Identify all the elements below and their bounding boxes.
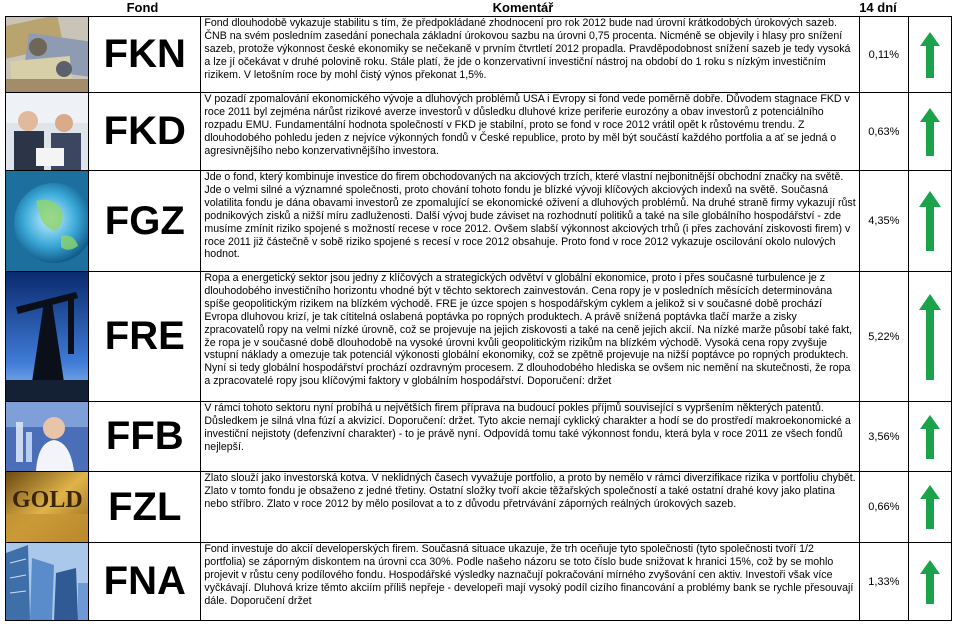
fund-code: FZL (89, 472, 201, 543)
header-period: 14 dní (859, 0, 897, 15)
row-image-cell (6, 472, 89, 543)
fund-performance: 0,63% (859, 93, 908, 171)
arrow-up-icon (919, 191, 941, 251)
fund-comment: Zlato slouží jako investorská kotva. V neklidných časech vyvažuje portfolio, a proto by nemělo v rámci diverzifikace rizika v portfoliu chybět. Zlato v tomto fondu je obsaženo z jedné třetiny. Ostatní složky tvoří akcie těžařských společností a také ostatní drahé kovy jako platina nebo stříbro. Zlato v roce 2012 by mělo posilovat a to z důvodu přetrvávání záporných reálných úrokových sazeb. (201, 472, 859, 543)
fund-comment: Ropa a energetický sektor jsou jedny z klíčových a strategických odvětví v globální ekonomice, proto i přes současné turbulence je z dlouhodobého investičního horizontu vhodné být v těchto sektorech zainvestován. Cena ropy je v posledních měsících determinována spíše geopolitickým rizikem na blízkém východě. FRE je úzce spojen s hospodářským cyklem a jelikož si v současné době prochází Evropa dluhovou krizí, je tak cítitelná oslabená poptávka po ropných produktech. A právě snížená poptávka tlačí marže a zisky zpracovatelů ropy na velmi nízké úrovně, což se projevuje na jejich ziskovosti a také na ceně jejich akcií. Na nízké marže působí také fakt, že ropa je v současné době dlouhodobě na vysoké úrovni kvůli geopolitickým rizikům na blízkém východě. Vysoká cena ropy zvyšuje vstupní náklady a omezuje tak potenciál výkonosti globální ekonomiky, což se zpětně projevuje na nižší poptávce po ropných produktech. Nyní si tedy globální hospodářství prochází ozdravným procesem. Z dlouhodobého hlediska se ovšem nic nemění na skutečnosti, že ropa a zpracovatelé ropy jsou klíčovými faktory v globálním hospodářství. Doporučení: držet (201, 272, 859, 402)
fund-code: FRE (89, 272, 201, 402)
fund-comment: Jde o fond, který kombinuje investice do firem obchodovaných na akciových trzích, které vlastní nejbonitnější obchodní značky na světě. Jde o velmi silné a významné společnosti, proto chování tohoto fondu je blízké vývoji klíčových akciových indexů na světě. Současná volatilita fondu je dána obavami investorů ze zpomalující se ekonomické oživení a dluhových problémů. Na druhé straně firmy vykazují růst podnikových zisků a nižší míru zadluženosti. Další vývoj bude záviset na rozhodnutí politiků a také na síle globálního hospodářství - zde musíme zmínit riziko spojené s možností recese v roce 2012. Ovšem slabší výkonnost akciových trhů (i přes zachování ziskovosti firem) v roce 2011 již částečně v sobě riziko spojené s recesí v roce 2012 obsahuje. Proto fond v roce 2012 vykazuje oscilování okolo nulových hodnot. (201, 171, 859, 272)
fund-comment: V pozadí zpomalování ekonomického vývoje a dluhových problémů USA i Evropy si fond vede poměrně dobře. Důvodem stagnace FKD v roce 2011 byl zejména nárůst rizikové averze investorů v důsledku dluhové krize periferie eurozóny a obav investorů z potenciálního rozpadu EMU. Fundamentální hodnota společností v FKD je stabilní, proto se fond v roce 2012 vrátil opět k růstovému trendu. Z dlouhodobého pohledu jeden z nejvíce výkonných fondů v České republice, proto by měl být součástí každého portfolia a ať se jedná o agresivnějšího nebo konzervativnějšího investora. (201, 93, 859, 171)
table-row (6, 543, 952, 621)
row-image-cell (6, 402, 89, 472)
globe-image (6, 171, 88, 271)
trend-cell (908, 171, 951, 272)
fund-code: FNA (89, 543, 201, 621)
oil-pump-image (6, 272, 88, 401)
row-image-cell (6, 17, 89, 93)
arrow-up-icon (920, 108, 940, 156)
row-image-cell (6, 272, 89, 402)
trend-cell (908, 543, 951, 621)
business-meeting-image (6, 93, 88, 170)
svg-text:GOLD: GOLD (12, 487, 83, 513)
fund-performance: 4,35% (859, 171, 908, 272)
arrow-up-icon (919, 294, 941, 380)
trend-cell (908, 272, 951, 402)
fund-performance: 5,22% (859, 272, 908, 402)
trend-cell (908, 472, 951, 543)
arrow-up-icon (920, 560, 940, 604)
header-komentar: Komentář (492, 0, 554, 15)
fund-comment: V rámci tohoto sektoru nyní probíhá u největších firem příprava na budoucí pokles příjmů související s vypršením některých patentů. Důsledkem je silná vlna fúzí a akvizicí. Doporučení: držet. Tyto akcie nemají cyklický charakter a hodí se do prostředí makroekonomické a investiční nejistoty (defenzivní charakter) - to je právě nyní. Odpovídá tomu také výkonnost fondu, která byla v roce 2011 ze všech fondů nejlepší. (201, 402, 859, 472)
table-row (6, 93, 952, 171)
banknotes-image (6, 17, 88, 92)
table-row (6, 17, 952, 93)
fund-performance: 0,11% (859, 17, 908, 93)
buildings-image (6, 543, 88, 620)
table-row (6, 402, 952, 472)
trend-cell (908, 17, 951, 93)
trend-cell (908, 402, 951, 472)
table-row (6, 472, 952, 543)
header-fond: Fond (126, 0, 159, 15)
fund-comment: Fond dlouhodobě vykazuje stabilitu s tím, že předpokládané zhodnocení pro rok 2012 bude nad úrovní krátkodobých úrokových sazeb. ČNB na svém posledním zasedání ponechala základní úrokovou sazbu na úrovni 0,75 procenta. Nicméně se objevily i hlasy pro snížení sazeb, protože výkonnost české ekonomiky se nečekaně v prvním čtvrtletí 2012 propadla. Pravděpodobnost snížení sazeb je tedy vysoká a lze jí očekávat v druhé polovině roku. Stále platí, že jde o konzervativní investiční nástroj na období do 1 roku s nízkým investičním rizikem. V letošním roce by mohl čistý výnos překonat 1,5%. (201, 17, 859, 93)
arrow-up-icon (920, 485, 940, 529)
row-image-cell (6, 543, 89, 621)
arrow-up-icon (920, 415, 940, 459)
row-image-cell (6, 171, 89, 272)
trend-cell (908, 93, 951, 171)
gold-bars-image (6, 472, 88, 542)
fund-code: FGZ (89, 171, 201, 272)
fund-code: FKN (89, 17, 201, 93)
row-image-cell (6, 93, 89, 171)
fund-comment: Fond investuje do akcií developerských firem. Současná situace ukazuje, že trh oceňuje tyto společnosti (tyto společnosti tvoří 1/2 portfolia) se záporným diskontem na úrovni cca 30%. Podle našeho názoru se toto číslo bude snižovat k hranici 15%, což by se mohlo projevit v růstu ceny podílového fondu. Hospodářské výsledky naznačují pokračování mírného zvyšování cen aktiv. Investoři však více vyčkávají. Dluhová krize těmto akciím příliš nepřeje - developeři mají vysoký podíl cizího financování a problémy bank se rychle přesouvají dále. Doporučení držet (201, 543, 859, 621)
fund-code: FFB (89, 402, 201, 472)
table-row (6, 171, 952, 272)
table-row (6, 272, 952, 402)
laboratory-image (6, 402, 88, 471)
arrow-up-icon (920, 32, 940, 78)
funds-table (5, 16, 952, 621)
fund-performance: 1,33% (859, 543, 908, 621)
fund-performance: 3,56% (859, 402, 908, 472)
fund-code: FKD (89, 93, 201, 171)
fund-performance: 0,66% (859, 472, 908, 543)
